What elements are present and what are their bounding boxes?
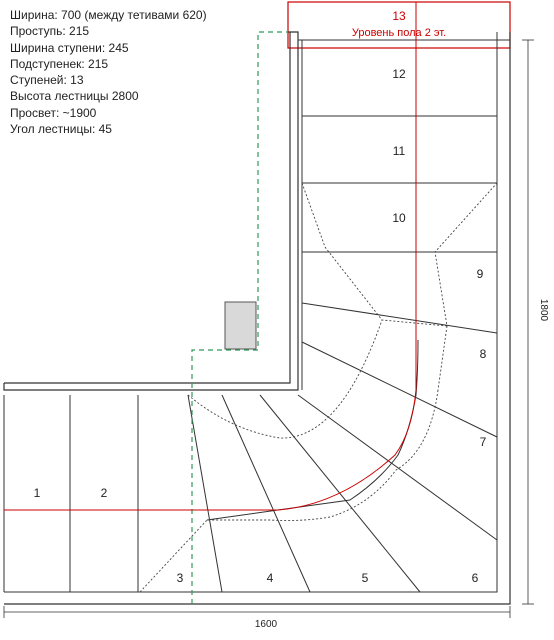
dimension-height-label: 1800 [538,298,549,322]
winder-edge-3-4 [188,395,222,592]
outer-wall-outline [4,32,510,604]
spec-step-width: Ширина ступени: 245 [10,40,129,55]
spec-stair-height: Высота лестницы 2800 [10,89,139,104]
winder-inner-curve [207,340,418,520]
step-number-6: 6 [471,571,479,585]
winder-edge-5-6 [260,395,420,592]
step-number-3: 3 [176,571,184,585]
guide-dotted-upper [302,183,497,326]
spec-riser: Подступенек: 215 [10,56,109,71]
step-number-8: 8 [479,347,487,361]
guide-dotted-arc-2 [207,390,438,521]
step-number-7: 7 [479,435,487,449]
guide-dotted-lower [140,520,207,592]
guide-dotted-arc [188,320,382,438]
step-number-9: 9 [476,267,484,281]
spec-width: Ширина: 700 (между тетивами 620) [10,8,207,22]
support-pillar [225,302,256,349]
dimension-width-label: 1600 [254,619,278,630]
winder-edge-7-8 [302,342,497,437]
step-number-10: 10 [392,211,406,225]
step-number-12: 12 [392,67,406,81]
step-number-11: 11 [392,144,406,158]
spec-tread: Проступь: 215 [10,24,90,39]
winder-edge-8-9 [302,303,497,333]
step-number-1: 1 [33,486,41,500]
winder-edge-4-5 [222,395,310,592]
step-number-5: 5 [361,571,369,585]
top-step-number: 13 [392,9,406,23]
walking-line [4,2,416,510]
spec-step-count: Ступеней: 13 [10,73,84,88]
spec-stair-angle: Угол лестницы: 45 [10,122,112,137]
top-step-label: Уровень пола 2 эт. [351,27,447,39]
guide-dotted-right [438,326,447,390]
step-number-2: 2 [100,486,108,500]
step-number-4: 4 [266,571,274,585]
winder-edge-6-7 [298,395,497,540]
spec-headroom: Просвет: ~1900 [10,105,97,120]
